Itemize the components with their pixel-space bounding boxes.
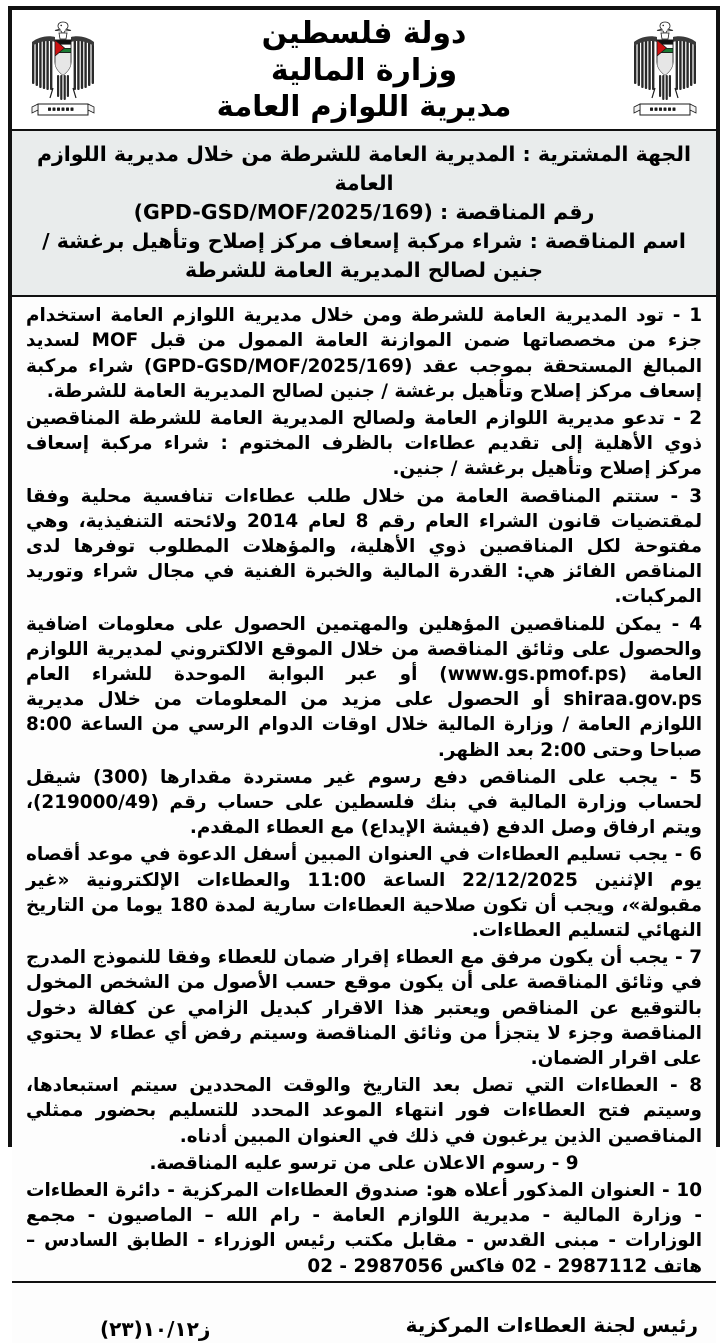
- clause-6: 6 - يجب تسليم العطاءات في العنوان المبين أسفل الدعوة في موعد أقصاه يوم الإثنين 22/12/2025 الساعة 11:00 والعطاءات الإلكترونية «غير مقبولة»، ويجب أن تكون صلاحية العطاءات سارية لمدة 180 يوما من التاريخ النهائي لتسليم العطاءات.: [26, 844, 702, 941]
- tender-name-line: اسم المناقصة : شراء مركبة إسعاف مركز إصلاح وتأهيل برغشة / جنين لصالح المديرية العامة للشرطة: [42, 228, 686, 282]
- country-name: دولة فلسطين: [261, 16, 467, 51]
- masthead-title-group: [100, 16, 628, 125]
- page-content: [12, 10, 716, 1341]
- clause-9: 9 - رسوم الاعلان على من ترسو عليه المناقصة.: [149, 1152, 579, 1174]
- page-outer-border: [8, 6, 720, 1341]
- reference-code: ز١٠/١٢(٢٣): [100, 1316, 211, 1341]
- document-footer: [12, 1281, 716, 1343]
- directorate-name: مديرية اللوازم العامة: [216, 89, 512, 124]
- clause-10: 10 - العنوان المذكور أعلاه هو: صندوق العطاءات المركزية - دائرة العطاءات - وزارة المالية - مديرية اللوازم العامة - رام الله – الماصيون - مجمع الوزارات - مبنى القدس - مقابل مكتب رئيس الوزراء - الطابق السادس – هاتف 2987112 - 02 فاكس 2987056 - 02: [26, 1180, 702, 1277]
- clause-1: 1 - تود المديرية العامة للشرطة ومن خلال مديرية اللوازم العامة استخدام جزء من مخصصاتها ضمن الموازنة العامة الممول من قبل MOF لسديد المبالغ المستحقة بموجب عقد (GPD-GSD/MOF/2025/169) شراء مركبة إسعاف مركز إصلاح وتأهيل برغشة / جنين لصالح المديرية العامة للشرطة.: [26, 305, 702, 402]
- ministry-name: وزارة المالية: [270, 52, 458, 88]
- clause-5: 5 - يجب على المناقص دفع رسوم غير مستردة مقدارها (300) شيقل لحساب وزارة المالية في بنك فلسطين على حساب رقم (219000/49)، ويتم ارفاق وصل الدفع (فيشة الإيداع) مع العطاء المقدم.: [26, 766, 702, 839]
- tender-clauses-body: [12, 297, 716, 1281]
- signature-title: رئيس لجنة العطاءات المركزية: [405, 1312, 698, 1337]
- clause-4: 4 - يمكن للمناقصين المؤهلين والمهتمين الحصول على معلومات اضافية والحصول على وثائق المناقصة من خلال الموقع الالكتروني لمديرية اللوازم العامة (www.gs.pmof.ps) أو عبر البوابة الموحدة للشراء العام shiraa.gov.ps أو الحصول على مزيد من المعلومات من خلال مديرية اللوازم العامة / وزارة المالية خلال اوقات الدوام الرسي من الساعة 8:00 صباحا وحتى 2:00 بعد الظهر.: [26, 613, 702, 761]
- tender-number-line: رقم المناقصة : (GPD-GSD/MOF/2025/169): [133, 199, 595, 224]
- clause-7: 7 - يجب أن يكون مرفق مع العطاء إقرار ضمان للعطاء وفقا للنموذج المدرج في وثائق المناقصة على أن يكون موقع حسب الأصول من الشخص المخول بالتوقيع عن المناقص ويعتبر هذا الاقرار كبديل الزامي عن كفالة دخول المناقصة وجزء لا يتجزأ من وثائق المناقصة وسيتم رفض أي عطاء لا يحتوي على اقرار الضمان.: [26, 947, 702, 1069]
- clause-3: 3 - ستتم المناقصة العامة من خلال طلب عطاءات تنافسية محلية وفقا لمقتضيات قانون الشراء العام رقم 8 لعام 2014 ولائحته التنفيذية، وهي مفتوحة لكل المناقصين ذوي الأهلية، والمؤهلات المطلوب توفرها لدى المناقص الفائز هي: القدرة المالية والخبرة الفنية في مجال شراء وتوريد المركبات.: [26, 485, 702, 608]
- clause-8: 8 - العطاءات التي تصل بعد التاريخ والوقت المحددين سيتم استبعادها، وسيتم فتح العطاءات فور انتهاء الموعد المحدد للتسليم بحضور ممثلي المناقصين الذين يرغبون في ذلك في العنوان المبين أدناه.: [26, 1075, 702, 1147]
- document-masthead: [12, 10, 716, 131]
- palestine-coat-of-arms-right-icon: [628, 18, 702, 122]
- palestine-coat-of-arms-left-icon: [26, 18, 100, 122]
- buyer-entity-line: الجهة المشترية : المديرية العامة للشرطة من خلال مديرية اللوازم العامة: [36, 141, 692, 195]
- tender-title-block: [12, 131, 716, 298]
- clause-2: 2 - تدعو مديرية اللوازم العامة ولصالح المديرية العامة للشرطة المناقصين ذوي الأهلية إلى تقديم عطاءات بالظرف المختوم : شراء مركبة إسعاف مركز إصلاح وتأهيل برغشة / جنين.: [26, 407, 702, 480]
